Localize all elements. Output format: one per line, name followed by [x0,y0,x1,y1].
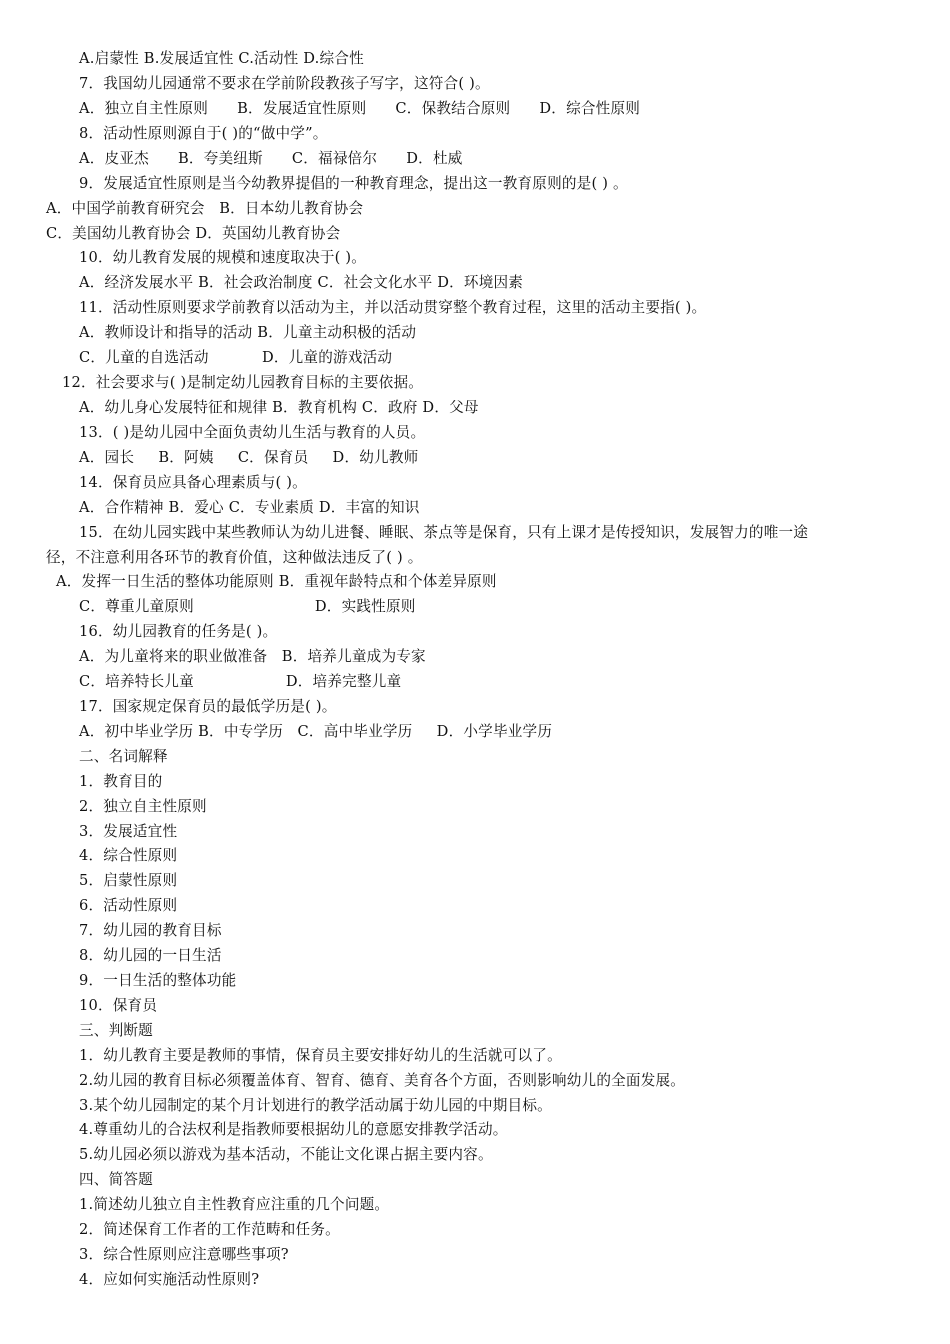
term-item: 9．一日生活的整体功能 [79,972,237,989]
question-8-stem: 8．活动性原则源自于( )的“做中学”。 [79,125,328,142]
true-false-item: 4.尊重幼儿的合法权利是指教师要根据幼儿的意愿安排教学活动。 [79,1121,508,1138]
question-15-stem-line-1: 15．在幼儿园实践中某些教师认为幼儿进餐、睡眠、茶点等是保育，只有上课才是传授知识，发展智力的唯一途 [79,524,809,541]
term-item: 1．教育目的 [79,773,163,790]
true-false-item: 5.幼儿园必须以游戏为基本活动，不能让文化课占据主要内容。 [79,1146,493,1163]
term-item: 8．幼儿园的一日生活 [79,947,222,964]
question-12-options: A．幼儿身心发展特征和规律 B．教育机构 C．政府 D．父母 [79,399,479,416]
question-11-options-line-1: A．教师设计和指导的活动 B．儿童主动积极的活动 [79,324,417,341]
question-16-options-line-2: C．培养特长儿童 D．培养完整儿童 [79,673,402,690]
question-15-options-line-2: C．尊重儿童原则 D．实践性原则 [79,598,416,615]
question-8-options: A．皮亚杰 B．夸美纽斯 C．福禄倍尔 D．杜威 [79,150,463,167]
question-16-stem: 16．幼儿园教育的任务是( )。 [79,623,278,640]
question-14-stem: 14．保育员应具备心理素质与( )。 [79,474,307,491]
question-17-stem: 17．国家规定保育员的最低学历是( )。 [79,698,337,715]
question-10-stem: 10．幼儿教育发展的规模和速度取决于( )。 [79,249,367,266]
question-7-options: A．独立自主性原则 B．发展适宜性原则 C．保教结合原则 D．综合性原则 [79,100,641,117]
question-13-options: A．园长 B．阿姨 C．保育员 D．幼儿教师 [79,449,419,466]
question-14-options: A．合作精神 B．爱心 C．专业素质 D．丰富的知识 [79,499,420,516]
question-12-stem: 12．社会要求与( )是制定幼儿园教育目标的主要依据。 [62,374,424,391]
term-item: 6．活动性原则 [79,897,178,914]
question-9-options-line-2: C．美国幼儿教育协会 D．英国幼儿教育协会 [46,225,341,242]
question-15-stem-line-2: 径，不注意利用各环节的教育价值，这种做法违反了( ) 。 [46,549,423,566]
section-heading-terms: 二、名词解释 [79,748,168,765]
question-9-stem: 9．发展适宜性原则是当今幼教界提倡的一种教育理念，提出这一教育原则的是( ) 。 [79,175,628,192]
term-item: 4．综合性原则 [79,847,178,864]
question-11-options-line-2: C．儿童的自选活动 D．儿童的游戏活动 [79,349,393,366]
question-17-options: A．初中毕业学历 B．中专学历 C．高中毕业学历 D．小学毕业学历 [79,723,553,740]
section-heading-short-answer: 四、简答题 [79,1171,153,1188]
question-11-stem: 11．活动性原则要求学前教育以活动为主，并以活动贯穿整个教育过程，这里的活动主要指( )。 [79,299,707,316]
term-item: 7．幼儿园的教育目标 [79,922,222,939]
true-false-item: 1．幼儿教育主要是教师的事情，保育员主要安排好幼儿的生活就可以了。 [79,1047,562,1064]
section-heading-true-false: 三、判断题 [79,1022,153,1039]
short-answer-item: 3．综合性原则应注意哪些事项? [79,1246,289,1263]
question-15-options-line-1: A．发挥一日生活的整体功能原则 B．重视年龄特点和个体差异原则 [56,573,497,590]
term-item: 3．发展适宜性 [79,823,178,840]
question-16-options-line-1: A．为儿童将来的职业做准备 B．培养儿童成为专家 [79,648,426,665]
true-false-item: 3.某个幼儿园制定的某个月计划进行的教学活动属于幼儿园的中期目标。 [79,1097,552,1114]
question-10-options: A．经济发展水平 B．社会政治制度 C．社会文化水平 D．环境因素 [79,274,524,291]
true-false-item: 2.幼儿园的教育目标必须覆盖体育、智育、德育、美育各个方面，否则影响幼儿的全面发展。 [79,1072,686,1089]
question-9-options-line-1: A．中国学前教育研究会 B．日本幼儿教育协会 [46,200,364,217]
question-6-options: A.启蒙性 B.发展适宜性 C.活动性 D.综合性 [79,50,364,67]
short-answer-item: 2．简述保育工作者的工作范畴和任务。 [79,1221,340,1238]
short-answer-item: 4．应如何实施活动性原则? [79,1271,260,1288]
question-7-stem: 7．我国幼儿园通常不要求在学前阶段教孩子写字，这符合( )。 [79,75,490,92]
term-item: 5．启蒙性原则 [79,872,178,889]
short-answer-item: 1.简述幼儿独立自主性教育应注重的几个问题。 [79,1196,390,1213]
term-item: 10．保育员 [79,997,158,1014]
question-13-stem: 13．( )是幼儿园中全面负责幼儿生活与教育的人员。 [79,424,426,441]
term-item: 2．独立自主性原则 [79,798,207,815]
